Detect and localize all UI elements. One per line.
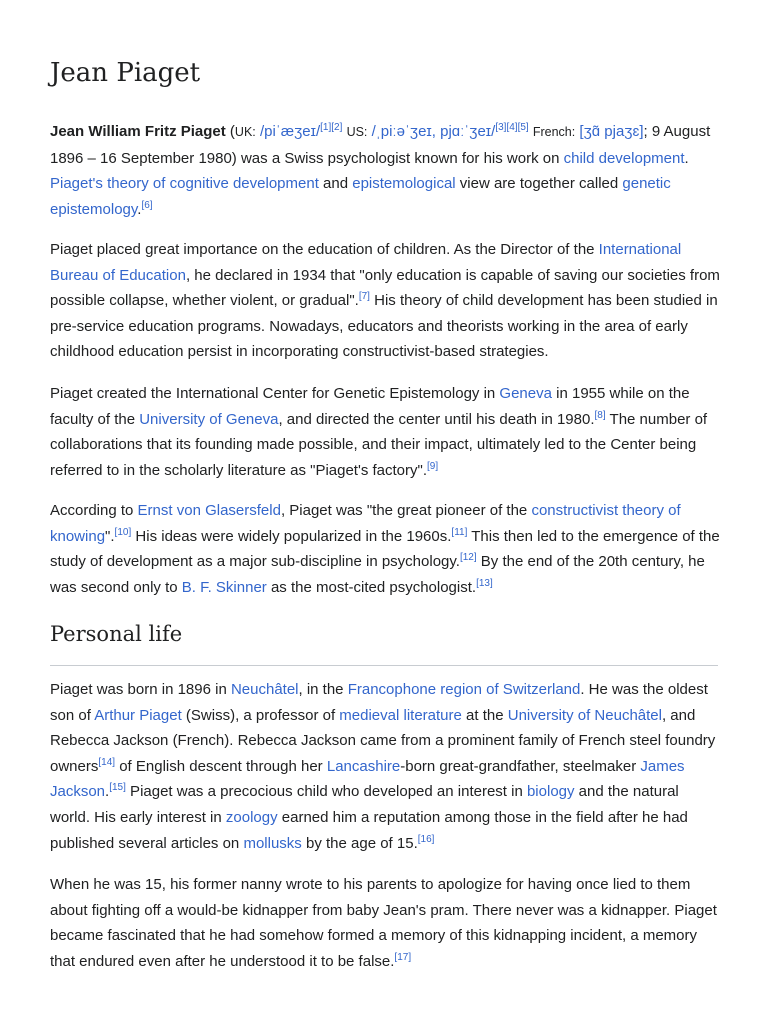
paragraph-text: earned him a reputation among those in the field after he had published several articles on: [50, 808, 688, 852]
citation-link[interactable]: [9]: [427, 460, 439, 472]
center-paragraph: [50, 381, 720, 483]
paragraph-text: . He was the oldest son of: [50, 681, 708, 724]
link-glasersfeld[interactable]: Ernst von Glasersfeld: [137, 502, 281, 519]
paragraph-text: Piaget created the International Center for Genetic Epistemology in: [50, 385, 500, 402]
link-geneva[interactable]: Geneva: [499, 385, 552, 402]
link-arthur-piaget[interactable]: Arthur Piaget: [94, 706, 182, 724]
citation-link[interactable]: [15]: [109, 782, 126, 794]
french-pronunciation-link[interactable]: [ʒɑ̃ pjaʒɛ]: [579, 123, 644, 140]
section-heading: Personal life: [50, 622, 183, 646]
paragraph-text: by the age of 15.: [301, 834, 418, 852]
subject-name: Jean William Fritz Piaget: [50, 123, 226, 140]
citation-link[interactable]: [1][2]: [320, 122, 343, 133]
paragraph-text: view are together called: [455, 175, 623, 193]
citation-link[interactable]: [14]: [98, 756, 116, 768]
paragraph-text: at the: [461, 706, 508, 724]
citation-link[interactable]: [12]: [459, 552, 477, 564]
link-francophone[interactable]: Francophone region of Switzerland: [347, 681, 581, 698]
link-epistemological[interactable]: epistemological: [352, 175, 456, 193]
paragraph-text: Piaget was a precocious child who developed an interest in: [125, 783, 527, 801]
us-pronunciation-link[interactable]: /ˌpiːəˈʒeɪ, pjɑːˈʒeɪ/: [371, 123, 496, 140]
link-biology[interactable]: biology: [526, 783, 575, 801]
link-constructivist-theory[interactable]: constructivist theory of knowing: [50, 502, 681, 545]
paragraph-text: and the natural world. His early interest in: [50, 783, 679, 826]
paragraph-text: ; 9 August 1896 – 16 September 1980) was a Swiss psychologist known for his work on: [50, 123, 711, 167]
link-mollusks[interactable]: mollusks: [243, 834, 302, 852]
education-paragraph: [50, 237, 720, 365]
citation-link[interactable]: [10]: [114, 526, 132, 538]
paragraph-text: This then led to the emergence of the study of development as a major sub-discipline in psychology.: [50, 527, 720, 571]
link-neuchatel[interactable]: Neuchâtel: [230, 681, 299, 698]
link-cognitive-theory[interactable]: Piaget's theory of cognitive development: [50, 175, 319, 193]
citation-link[interactable]: [13]: [476, 577, 493, 589]
paragraph-text: His theory of child development has been studied in pre-service education programs. Nowadays, educators and theorists working in the area of early childhood education persist in incorporating constructivist-based strategies.: [50, 292, 718, 361]
influence-paragraph: [50, 498, 720, 600]
paragraph-text: in 1955 while on the faculty of the: [50, 385, 690, 428]
paragraph-text: , in the: [298, 681, 348, 698]
paragraph-text: (Swiss), a professor of: [181, 706, 340, 724]
paragraph-text: ".: [105, 527, 115, 545]
paragraph-text: , and Rebecca Jackson (French). Rebecca Jackson came from a prominent family of French steel foundry owners: [50, 706, 716, 775]
paragraph-text: Piaget was born in 1896 in: [50, 681, 231, 698]
link-university-neuchatel[interactable]: University of Neuchâtel: [507, 706, 662, 724]
uk-label: UK:: [234, 125, 256, 139]
paragraph-text: , and directed the center until his death in 1980.: [278, 410, 595, 428]
french-label: French:: [532, 125, 576, 139]
paragraph-text: and: [318, 175, 353, 193]
link-zoology[interactable]: zoology: [225, 808, 278, 826]
link-skinner[interactable]: B. F. Skinner: [181, 578, 267, 596]
paragraph-text: .: [137, 200, 142, 218]
paragraph-text: .: [684, 149, 689, 167]
us-label: US:: [346, 125, 368, 139]
paragraph-text: According to: [50, 502, 138, 519]
citation-link[interactable]: [11]: [451, 526, 468, 538]
page-title: Jean Piaget: [50, 58, 201, 88]
citation-link[interactable]: [8]: [594, 409, 606, 421]
citation-link[interactable]: [6]: [141, 199, 153, 211]
paragraph-text: Piaget placed great importance on the education of children. As the Director of the: [50, 241, 599, 258]
paragraph-text: as the most-cited psychologist.: [266, 578, 477, 596]
uk-pronunciation-link[interactable]: /piˈæʒeɪ/: [259, 123, 321, 140]
paragraph-text: -born great-grandfather, steelmaker: [400, 757, 641, 775]
nanny-paragraph: [50, 872, 720, 974]
paragraph-text: By the end of the 20th century, he was second only to: [50, 553, 705, 596]
link-genetic-epistemology[interactable]: genetic epistemology: [50, 175, 671, 218]
citation-link[interactable]: [7]: [358, 291, 370, 303]
paragraph-text: His ideas were widely popularized in the 1960s.: [131, 527, 452, 545]
section-divider: [50, 665, 718, 666]
early-life-paragraph: [50, 677, 720, 856]
link-child-development[interactable]: child development: [563, 149, 685, 167]
paragraph-text: , Piaget was "the great pioneer of the: [280, 502, 532, 519]
paragraph-text: When he was 15, his former nanny wrote to his parents to apologize for having once lied to them about fighting off a would-be kidnapper from baby Jean's pram. There never was a kidnapper. Piaget became fascinated that he had somehow formed a memory of this kidnapping incident, a memory that endured even after he understood it to be false.: [50, 876, 717, 970]
paragraph-text: of English descent through her: [115, 757, 327, 775]
paragraph-text: .: [105, 783, 110, 801]
link-lancashire[interactable]: Lancashire: [326, 757, 401, 775]
link-james-jackson[interactable]: James Jackson: [50, 757, 685, 801]
link-international-bureau[interactable]: International Bureau of Education: [50, 241, 682, 284]
citation-link[interactable]: [17]: [394, 951, 412, 963]
citation-link[interactable]: [3][4][5]: [495, 122, 529, 133]
link-medieval-literature[interactable]: medieval literature: [339, 706, 462, 724]
paragraph-text: The number of collaborations that its founding made possible, and their impact, ultimately led to the Center being referred to in the scholarly literature as "Piaget's factory".: [50, 410, 708, 479]
paragraph-text: , he declared in 1934 that "only education is capable of saving our societies from possible collapse, whether violent, or gradual".: [50, 266, 720, 310]
citation-link[interactable]: [16]: [417, 833, 435, 845]
link-university-geneva[interactable]: University of Geneva: [139, 410, 279, 428]
intro-paragraph: Jean William Fritz Piaget (UK: /piˈæʒeɪ/[1][2] US: /ˌpiːəˈʒeɪ, pjɑːˈʒeɪ/[3][4][5] French: [ʒɑ̃ pjaʒɛ]; 9 August 1896 – 16 September 1980) was a Swiss psychologist known for his work on child development. Piaget's theory of cognitive development and epistemological view are together called genetic epistemology.[6]: [50, 122, 711, 218]
